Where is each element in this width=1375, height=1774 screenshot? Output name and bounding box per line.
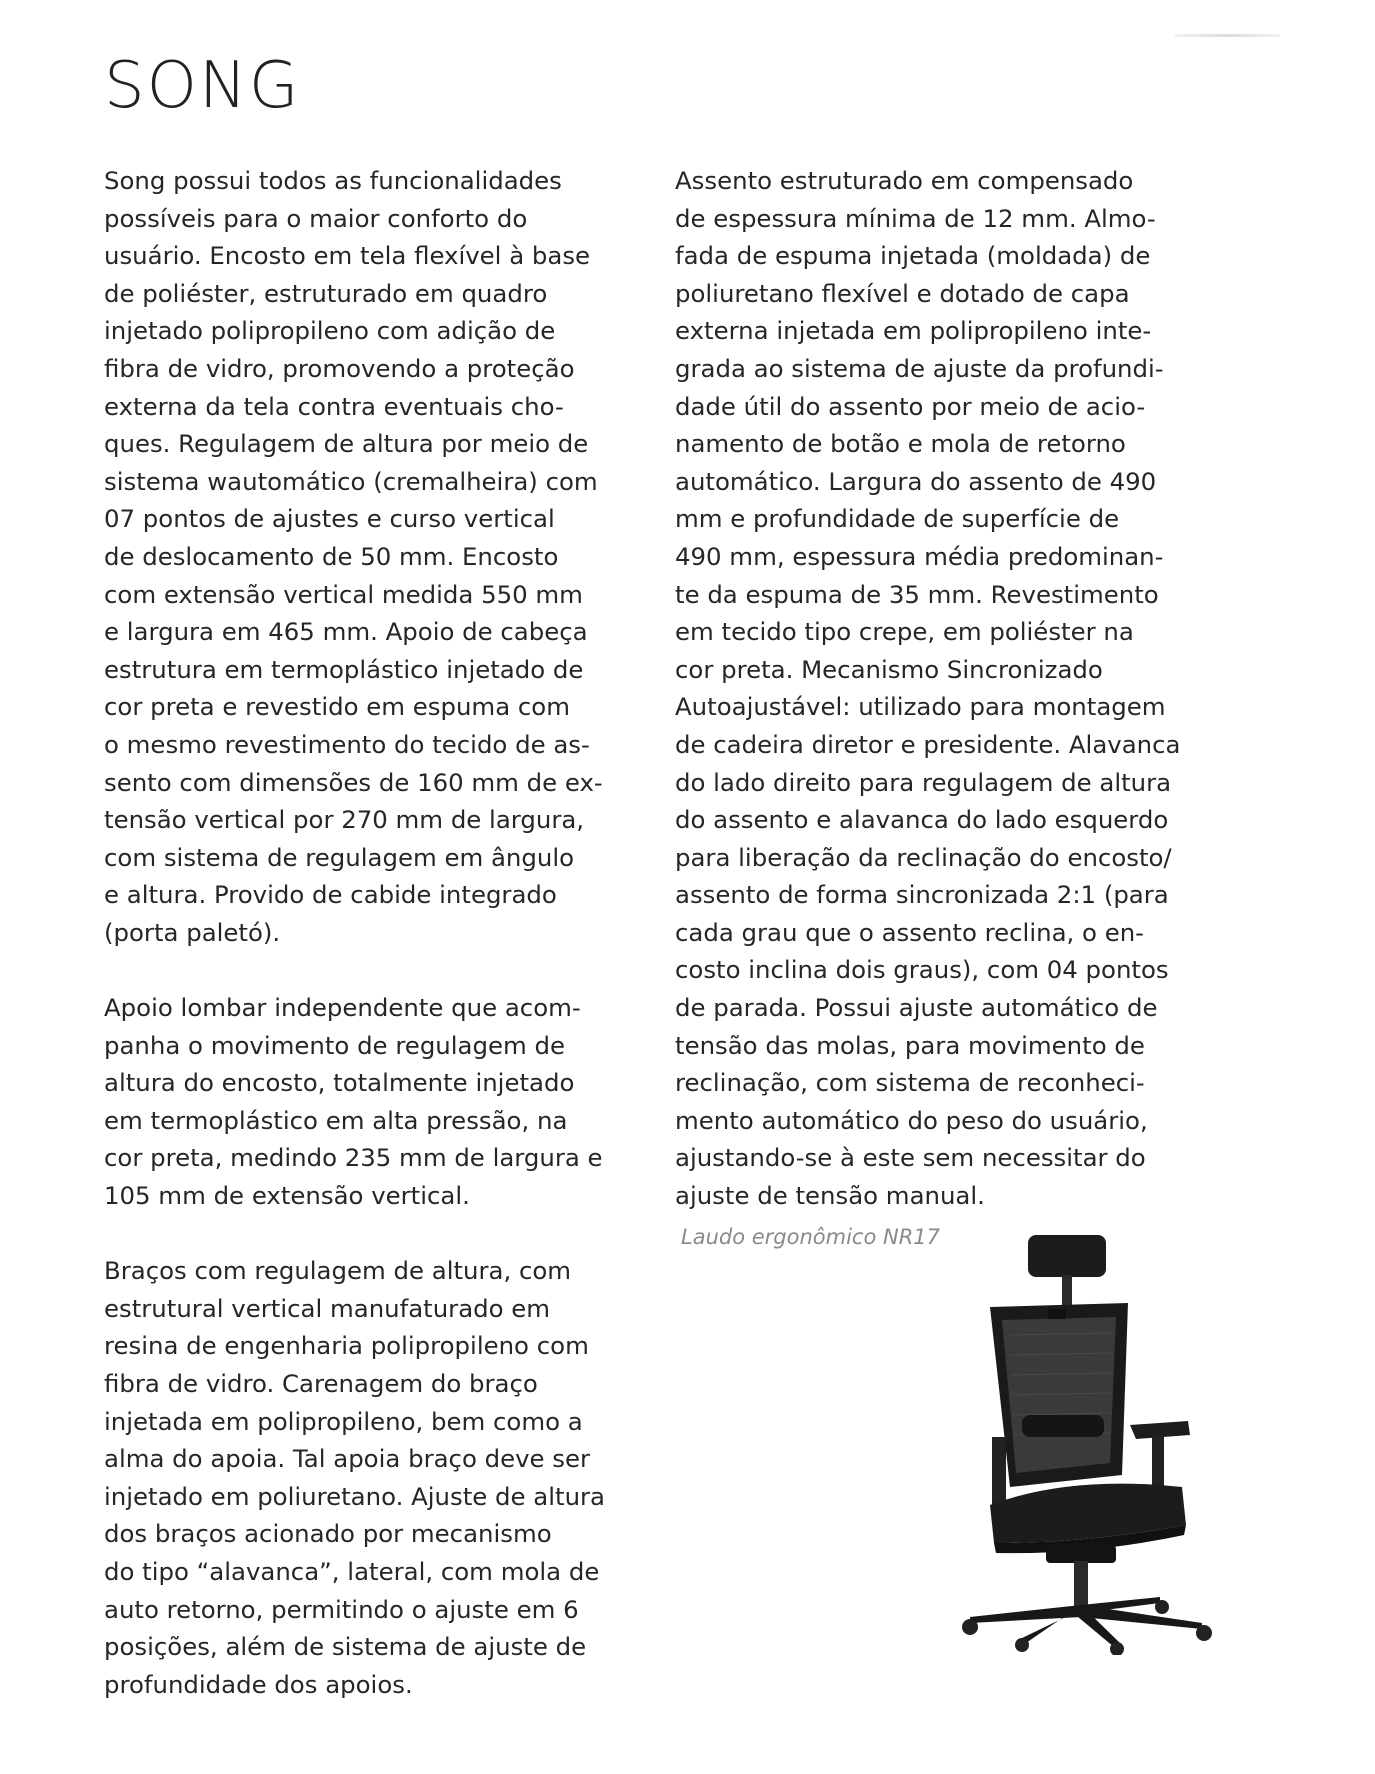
text-line: reclinação, com sistema de reconheci- [675, 1068, 1145, 1098]
text-line: te da espuma de 35 mm. Revestimento [675, 579, 1159, 609]
text-line: em termoplástico em alta pressão, na [104, 1105, 568, 1135]
text-line: assento de forma sincronizada 2:1 (para [675, 880, 1169, 910]
text-line: posições, além de sistema de ajuste de [104, 1632, 587, 1662]
text-line: de parada. Possui ajuste automático de [675, 993, 1158, 1023]
text-line: com extensão vertical medida 550 mm [104, 579, 583, 609]
text-line: de deslocamento de 50 mm. Encosto [104, 541, 559, 571]
text-line: injetado em poliuretano. Ajuste de altura [104, 1481, 605, 1511]
text-line: de poliéster, estruturado em quadro [104, 278, 548, 308]
text-line: cor preta. Mecanismo Sincronizado [675, 654, 1103, 684]
text-line: ques. Regulagem de altura por meio de [104, 429, 589, 459]
text-line: tensão vertical por 270 mm de largura, [104, 805, 585, 835]
text-line: do tipo “alavanca”, lateral, com mola de [104, 1556, 600, 1586]
text-line: Braços com regulagem de altura, com [104, 1256, 572, 1286]
text-line: alma do apoia. Tal apoia braço deve ser [104, 1444, 591, 1474]
text-line: resina de engenharia polipropileno com [104, 1331, 589, 1361]
caption: Laudo ergonômico NR17 [681, 1225, 941, 1249]
text-line: profundidade dos apoios. [104, 1669, 413, 1699]
text-line: fibra de vidro, promovendo a proteção [104, 353, 575, 383]
text-line: usuário. Encosto em tela flexível à base [104, 241, 591, 271]
text-line: dos braços acionado por mecanismo [104, 1519, 552, 1549]
paragraph-left-1 [104, 162, 624, 951]
text-line: grada ao sistema de ajuste da profundi- [675, 353, 1164, 383]
text-line: cor preta e revestido em espuma com [104, 692, 570, 722]
text-line: ajuste de tensão manual. [675, 1181, 985, 1211]
text-line: sistema wautomático (cremalheira) com [104, 466, 598, 496]
text-line: 105 mm de extensão vertical. [104, 1181, 470, 1211]
text-line: o mesmo revestimento do tecido de as- [104, 729, 590, 759]
text-line: costo inclina dois graus), com 04 pontos [675, 955, 1169, 985]
text-line: fada de espuma injetada (moldada) de [675, 241, 1151, 271]
text-line: externa injetada em polipropileno inte- [675, 316, 1152, 346]
text-line: dade útil do assento por meio de acio- [675, 391, 1146, 421]
text-line: do assento e alavanca do lado esquerdo [675, 805, 1169, 835]
text-line: panha o movimento de regulagem de [104, 1030, 565, 1060]
left-column [104, 162, 624, 1703]
text-line: tensão das molas, para movimento de [675, 1030, 1145, 1060]
text-line: (porta paletó). [104, 917, 281, 947]
text-line: auto retorno, permitindo o ajuste em 6 [104, 1594, 579, 1624]
office-chair-image [950, 1225, 1230, 1655]
text-line: mm e profundidade de superfície de [675, 504, 1120, 534]
text-line: de cadeira diretor e presidente. Alavanca [675, 729, 1181, 759]
text-line: 490 mm, espessura média predominan- [675, 541, 1164, 571]
text-line: cor preta, medindo 235 mm de largura e [104, 1143, 603, 1173]
text-line: Assento estruturado em compensado [675, 166, 1134, 195]
text-line: ajustando-se à este sem necessitar do [675, 1143, 1146, 1173]
text-line: do lado direito para regulagem de altura [675, 767, 1172, 797]
text-line: namento de botão e mola de retorno [675, 429, 1126, 459]
text-line: altura do encosto, totalmente injetado [104, 1068, 575, 1098]
text-line: possíveis para o maior conforto do [104, 203, 528, 233]
text-line: estrutura em termoplástico injetado de [104, 654, 584, 684]
text-line: para liberação da reclinação do encosto/ [675, 842, 1172, 872]
text-line: estrutural vertical manufaturado em [104, 1293, 551, 1323]
text-line: injetado polipropileno com adição de [104, 316, 556, 346]
text-line: Autoajustável: utilizado para montagem [675, 692, 1166, 722]
text-line: de espessura mínima de 12 mm. Almo- [675, 203, 1156, 233]
paragraph-left-2 [104, 989, 624, 1215]
page-title: SONG [104, 49, 301, 123]
text-line: mento automático do peso do usuário, [675, 1105, 1148, 1135]
paragraph-right-1 [675, 162, 1205, 1215]
text-line: cada grau que o assento reclina, o en- [675, 917, 1144, 947]
top-decoration [1175, 34, 1280, 37]
chair-gas-lift [1074, 1561, 1088, 1607]
text-line: e altura. Provido de cabide integrado [104, 880, 557, 910]
text-line: sento com dimensões de 160 mm de ex- [104, 767, 603, 797]
text-line: em tecido tipo crepe, em poliéster na [675, 617, 1134, 647]
text-line: externa da tela contra eventuais cho- [104, 391, 564, 421]
text-line: com sistema de regulagem em ângulo [104, 842, 575, 872]
text-line: e largura em 465 mm. Apoio de cabeça [104, 617, 588, 647]
text-line: poliuretano flexível e dotado de capa [675, 278, 1130, 308]
text-line: Song possui todos as funcionalidades [104, 166, 562, 195]
text-line: 07 pontos de ajustes e curso vertical [104, 504, 555, 534]
text-line: Apoio lombar independente que acom- [104, 993, 581, 1023]
chair-lumbar [1022, 1415, 1104, 1437]
chair-headrest [1028, 1235, 1106, 1277]
right-column [675, 162, 1205, 1215]
text-line: injetada em polipropileno, bem como a [104, 1406, 583, 1436]
text-line: automático. Largura do assento de 490 [675, 466, 1157, 496]
text-line: fibra de vidro. Carenagem do braço [104, 1369, 538, 1398]
paragraph-left-3 [104, 1252, 624, 1703]
